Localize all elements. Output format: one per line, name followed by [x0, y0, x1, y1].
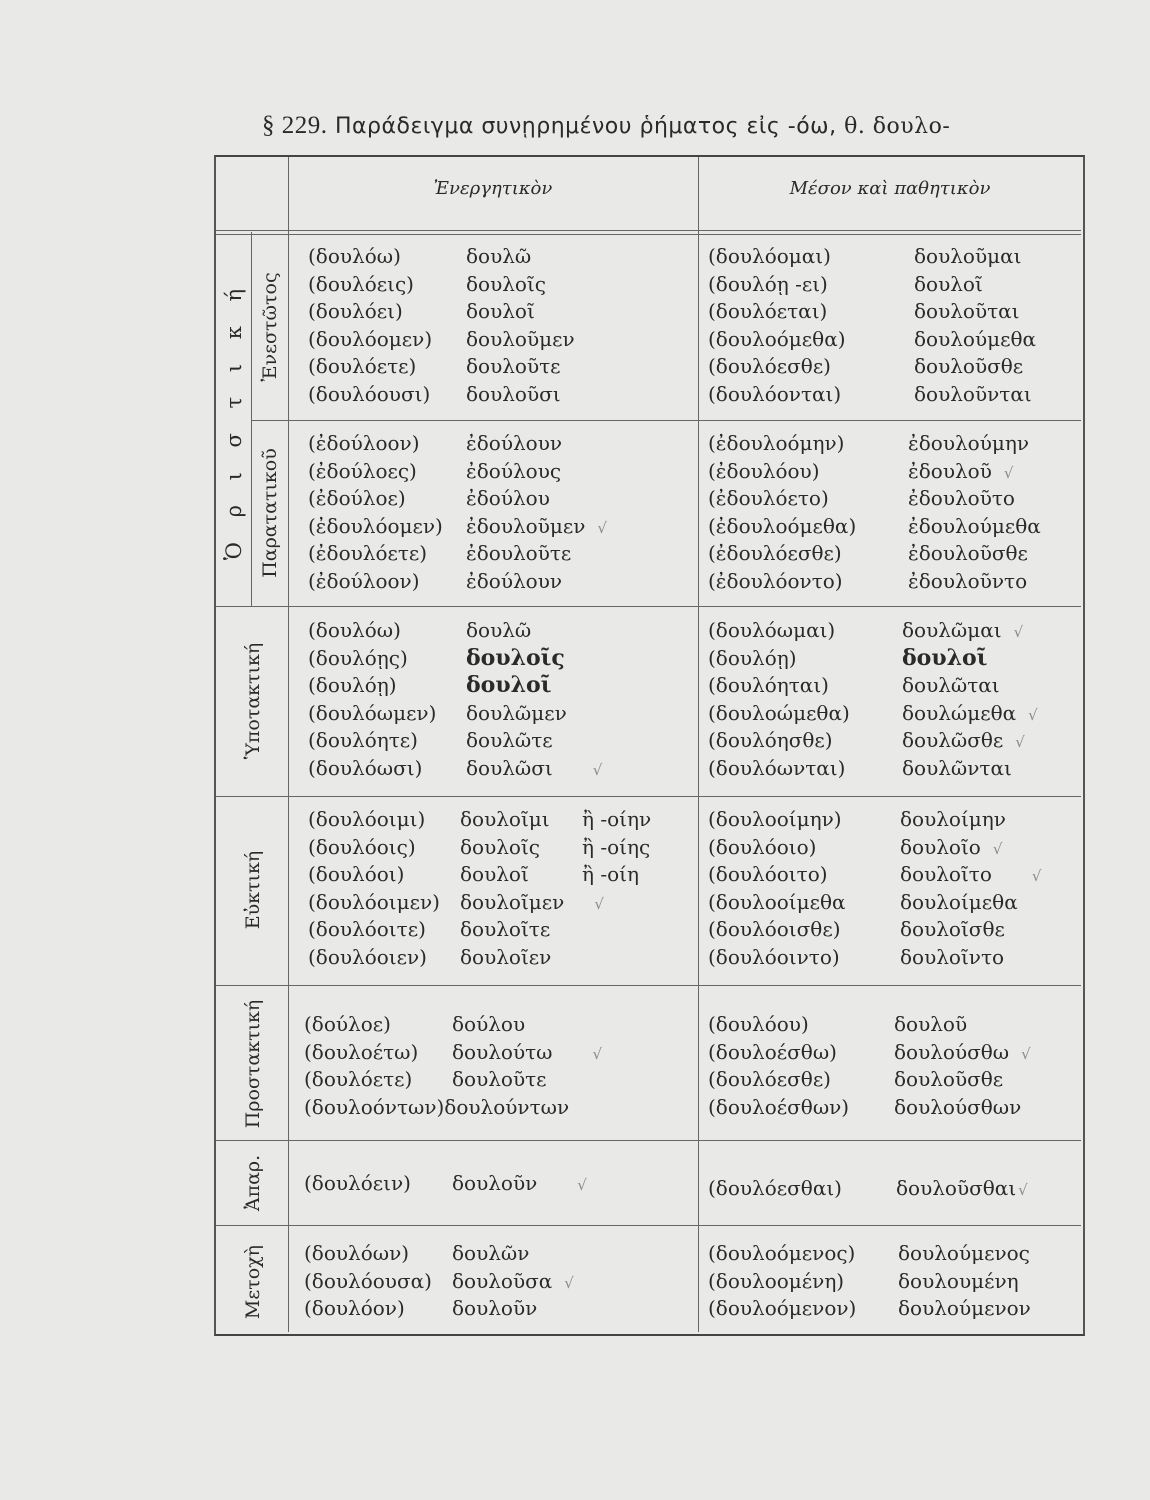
check-mark-icon: √: [1013, 623, 1024, 641]
form-row: (δουλόῃ) δουλοῖ: [708, 644, 988, 671]
form-row: (ἐδουλόετο) ἐδουλοῦτο: [708, 486, 1015, 510]
form-row: (δουλόων) δουλῶν: [304, 1241, 530, 1265]
form-row: (δουλόετε) δουλοῦτε: [304, 1067, 547, 1091]
form-row: (δουλόεις) δουλοῖς: [308, 271, 546, 296]
form-row: (δουλόετε) δουλοῦτε: [308, 354, 561, 378]
infinitive-label: Ἀπαρ.: [242, 1154, 264, 1212]
form-row: (δουλόῃς) δουλοῖς: [308, 644, 565, 671]
form-row: (δουλόηται) δουλῶται: [708, 673, 1000, 697]
form-row: (δουλόωμεν) δουλῶμεν: [308, 700, 567, 725]
form-row: (δουλόουσα) δουλοῦσα √: [304, 1268, 574, 1293]
imperfect-middle: [708, 430, 1041, 595]
active-voice-heading: Ἐνεργητικὸν: [433, 178, 553, 199]
imperative-middle: [708, 1011, 1031, 1121]
form-row: (δουλοόμενος) δουλούμενος: [708, 1241, 1030, 1265]
form-row: (δουλόομεν) δουλοῦμεν: [308, 326, 575, 351]
imperfect-label: Παρατατικοῦ: [259, 448, 281, 578]
label-column-divider: [288, 157, 289, 1332]
form-row: (δουλόησθε) δουλῶσθε √: [708, 728, 1025, 752]
header-rule-2: [216, 234, 1081, 235]
infinitive-middle: [708, 1175, 1028, 1203]
form-row: (δουλόοιτο) δουλοῖτο √: [708, 862, 1042, 886]
check-mark-icon: √: [1021, 1044, 1031, 1063]
form-row: (δουλοοίμεθα δουλοίμεθα: [708, 889, 1018, 914]
optative-active: [308, 806, 651, 971]
optative-imperative-rule: [216, 985, 1081, 986]
check-mark-icon: √: [1018, 1181, 1028, 1199]
check-mark-icon: √: [564, 1273, 574, 1292]
subjunctive-optative-rule: [216, 796, 1081, 797]
imperative-label: Προστακτική: [242, 999, 264, 1129]
voice-column-divider: [698, 157, 699, 1332]
form-row: (ἐδουλόου) ἐδουλοῦ √: [708, 458, 1014, 483]
form-row: (ἐδουλόεσθε) ἐδουλοῦσθε: [708, 541, 1028, 565]
section-number: § 229.: [262, 112, 328, 139]
title-text: Παράδειγμα συνῃρημένου ῥήματος εἰς -όω,: [335, 114, 837, 139]
optative-label: Εὐκτική: [242, 850, 264, 930]
form-row: (ἐδούλοες) ἐδούλους: [308, 458, 562, 483]
imperative-active: [304, 1011, 602, 1121]
form-row: (δουλοόμενον) δουλούμενον: [708, 1296, 1031, 1320]
form-row: (δουλόου) δουλοῦ: [708, 1012, 968, 1036]
indicative-subjunctive-rule: [216, 606, 1081, 607]
form-row: (δουλόονται) δουλοῦνται: [708, 381, 1032, 406]
form-row: (ἐδουλοόμην) ἐδουλούμην: [708, 431, 1029, 455]
form-row: (ἐδούλοον) ἐδούλουν: [308, 431, 563, 455]
form-row: (δουλόεται) δουλοῦται: [708, 299, 1020, 323]
form-row: (δουλόουσι) δουλοῦσι: [308, 381, 561, 406]
form-row: (δουλόοιντο) δουλοῖντο: [708, 944, 1005, 969]
present-imperfect-rule: [251, 420, 1081, 421]
form-row: (δουλοομένη) δουλουμένη: [708, 1268, 1019, 1293]
form-row: (δουλόοιμι) δουλοῖμι ἢ -οίην: [308, 807, 652, 831]
form-row: (δουλόωμαι) δουλῶμαι √: [708, 618, 1024, 642]
form-row: (δουλοώμεθα) δουλώμεθα √: [708, 700, 1038, 725]
subjunctive-middle: [708, 617, 1038, 782]
form-row: (δουλόω) δουλῶ: [308, 244, 532, 268]
form-row: (δουλόει) δουλοῖ: [308, 299, 535, 323]
form-row: (δουλόῃ -ει) δουλοῖ: [708, 271, 983, 296]
form-row: (ἐδούλοον) ἐδούλουν: [308, 568, 563, 593]
check-mark-icon: √: [1031, 867, 1042, 885]
check-mark-icon: √: [592, 1044, 603, 1063]
form-row: (δουλόειν) δουλοῦν √: [304, 1171, 587, 1195]
form-row: (δουλόῃ) δουλοῖ: [308, 672, 552, 698]
infinitive-participle-rule: [216, 1225, 1081, 1226]
subjunctive-active: [308, 617, 602, 782]
form-row: (δουλοέτω) δουλούτω √: [304, 1039, 603, 1064]
form-row: (δουλόοιο) δουλοῖο √: [708, 834, 1003, 859]
form-row: (δουλόωνται) δουλῶνται: [708, 755, 1012, 780]
form-row: (δουλόωσι) δουλῶσι √: [308, 755, 603, 780]
indicative-subdivider: [251, 232, 252, 606]
indicative-label: Ὁ ρ ι σ τ ι κ ή: [222, 279, 246, 561]
imperative-infinitive-rule: [216, 1140, 1081, 1141]
check-mark-icon: √: [1003, 463, 1014, 482]
form-row: (δουλόοι) δουλοῖ ἢ -οίη: [308, 862, 639, 886]
form-row: (ἐδουλόοντο) ἐδουλοῦντο: [708, 568, 1028, 593]
header-rule: [216, 230, 1081, 231]
form-row: (δουλοέσθω) δουλούσθω √: [708, 1039, 1031, 1064]
form-row: (ἐδουλόομεν) ἐδουλοῦμεν √: [308, 513, 607, 538]
present-label: Ἐνεστῶτος: [259, 272, 281, 382]
form-row: (δουλοόντων)δουλούντων: [304, 1094, 570, 1119]
form-row: (δουλοέσθων) δουλούσθων: [708, 1094, 1022, 1119]
form-row: (δουλοοίμην) δουλοίμην: [708, 807, 1006, 831]
middle-voice-heading: Μέσον καὶ παθητικὸν: [789, 178, 991, 199]
form-row: (δουλόομαι) δουλοῦμαι: [708, 244, 1022, 268]
check-mark-icon: √: [1015, 733, 1025, 751]
imperfect-active: [308, 430, 607, 595]
participle-label: Μετοχὴ: [242, 1244, 264, 1320]
optative-middle: [708, 806, 1041, 971]
form-row: (δουλόον) δουλοῦν: [304, 1296, 538, 1320]
form-row: (δουλόητε) δουλῶτε: [308, 728, 553, 752]
infinitive-active: [304, 1170, 587, 1198]
present-middle: [708, 243, 1036, 408]
theme-text: θ. δουλο-: [844, 114, 951, 139]
form-row: (ἐδουλοόμεθα) ἐδουλούμεθα: [708, 513, 1041, 538]
page-title: [262, 112, 950, 140]
form-row: (δουλόοισθε) δουλοῖσθε: [708, 917, 1005, 941]
form-row: (δουλόοιτε) δουλοῖτε: [308, 917, 551, 941]
participle-middle: [708, 1240, 1031, 1323]
form-row: (δούλοε) δούλου: [304, 1012, 526, 1036]
participle-active: [304, 1240, 574, 1323]
form-row: (δουλόοιμεν) δουλοῖμεν √: [308, 889, 604, 914]
check-mark-icon: √: [992, 839, 1003, 858]
check-mark-icon: √: [592, 760, 603, 779]
check-mark-icon: √: [1028, 705, 1038, 724]
check-mark-icon: √: [597, 518, 607, 537]
present-active: [308, 243, 575, 408]
form-row: (δουλόοιεν) δουλοῖεν: [308, 944, 552, 969]
form-row: (δουλόοις) δουλοῖς ἢ -οίης: [308, 834, 651, 859]
check-mark-icon: √: [577, 1176, 587, 1194]
form-row: (δουλοόμεθα) δουλούμεθα: [708, 326, 1037, 351]
subjunctive-label: Ὑποτακτική: [242, 642, 264, 760]
form-row: (ἐδούλοε) ἐδούλου: [308, 486, 550, 510]
check-mark-icon: √: [594, 894, 604, 913]
form-row: (δουλόεσθε) δουλοῦσθε: [708, 354, 1024, 378]
form-row: (δουλόεσθε) δουλοῦσθε: [708, 1067, 1004, 1091]
form-row: (δουλόω) δουλῶ: [308, 618, 532, 642]
form-row: (δουλόεσθαι) δουλοῦσθαι √: [708, 1176, 1028, 1200]
form-row: (ἐδουλόετε) ἐδουλοῦτε: [308, 541, 572, 565]
